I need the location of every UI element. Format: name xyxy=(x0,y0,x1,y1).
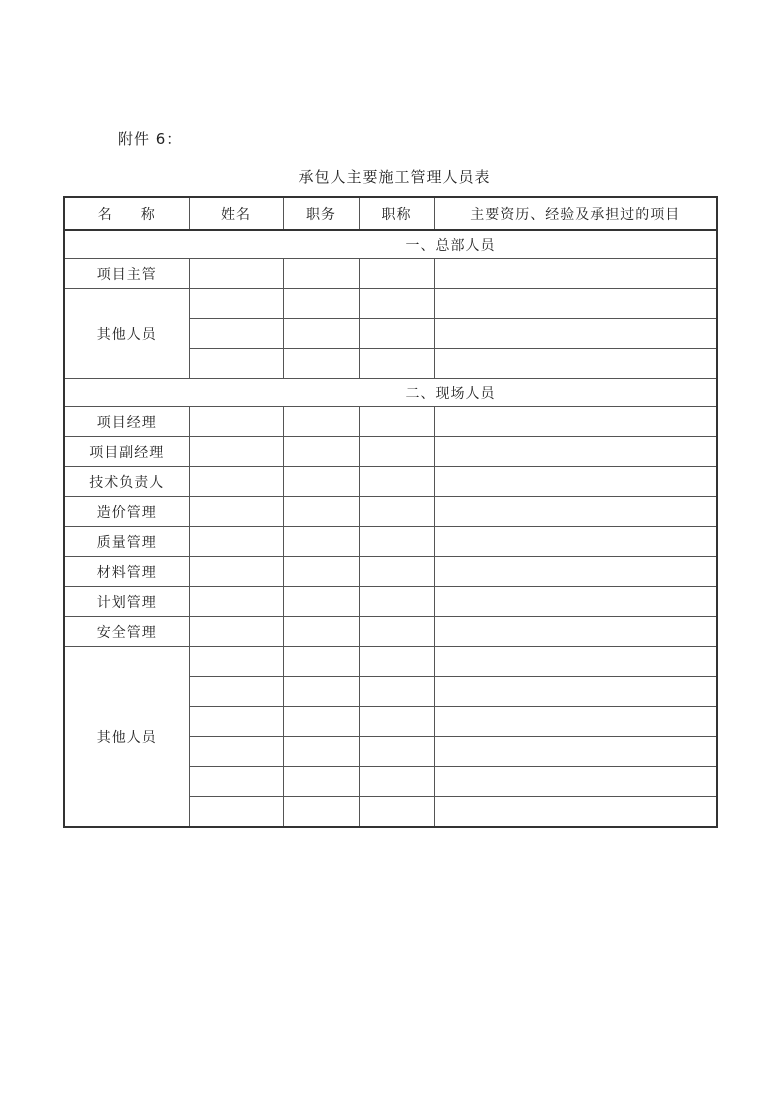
cell-person-name[interactable] xyxy=(189,797,283,828)
table-row xyxy=(64,437,717,467)
cell-person-name[interactable] xyxy=(189,647,283,677)
cell-title[interactable] xyxy=(359,319,434,349)
cell-person-name[interactable] xyxy=(189,737,283,767)
cell-title[interactable] xyxy=(359,707,434,737)
role-label: 其他人员 xyxy=(64,289,189,379)
cell-person-name[interactable] xyxy=(189,259,283,289)
cell-title[interactable] xyxy=(359,677,434,707)
cell-experience[interactable] xyxy=(434,259,717,289)
role-label: 安全管理 xyxy=(64,617,189,647)
cell-title[interactable] xyxy=(359,587,434,617)
cell-experience[interactable] xyxy=(434,737,717,767)
cell-experience[interactable] xyxy=(434,497,717,527)
table-header-row xyxy=(64,197,717,230)
cell-position[interactable] xyxy=(283,677,359,707)
cell-person-name[interactable] xyxy=(189,349,283,379)
column-header-experience: 主要资历、经验及承担过的项目 xyxy=(434,197,717,230)
cell-experience[interactable] xyxy=(434,437,717,467)
cell-person-name[interactable] xyxy=(189,617,283,647)
cell-person-name[interactable] xyxy=(189,707,283,737)
cell-position[interactable] xyxy=(283,349,359,379)
cell-title[interactable] xyxy=(359,617,434,647)
cell-experience[interactable] xyxy=(434,289,717,319)
cell-position[interactable] xyxy=(283,617,359,647)
cell-person-name[interactable] xyxy=(189,437,283,467)
table-row xyxy=(64,467,717,497)
cell-person-name[interactable] xyxy=(189,289,283,319)
cell-person-name[interactable] xyxy=(189,497,283,527)
cell-position[interactable] xyxy=(283,767,359,797)
cell-title[interactable] xyxy=(359,407,434,437)
table-row xyxy=(64,527,717,557)
column-header-name-part1: 名 xyxy=(97,206,113,223)
cell-title[interactable] xyxy=(359,259,434,289)
cell-position[interactable] xyxy=(283,259,359,289)
cell-experience[interactable] xyxy=(434,797,717,828)
role-label: 质量管理 xyxy=(64,527,189,557)
column-header-name-part2: 称 xyxy=(140,206,156,223)
table-row xyxy=(64,407,717,437)
cell-position[interactable] xyxy=(283,707,359,737)
cell-experience[interactable] xyxy=(434,557,717,587)
cell-person-name[interactable] xyxy=(189,407,283,437)
cell-person-name[interactable] xyxy=(189,527,283,557)
cell-position[interactable] xyxy=(283,527,359,557)
cell-position[interactable] xyxy=(283,497,359,527)
cell-person-name[interactable] xyxy=(189,677,283,707)
role-label: 项目经理 xyxy=(64,407,189,437)
cell-person-name[interactable] xyxy=(189,767,283,797)
cell-experience[interactable] xyxy=(434,647,717,677)
section-label-site: 二、现场人员 xyxy=(64,379,717,407)
cell-position[interactable] xyxy=(283,437,359,467)
role-label: 造价管理 xyxy=(64,497,189,527)
role-label: 材料管理 xyxy=(64,557,189,587)
column-header-title: 职称 xyxy=(359,197,434,230)
cell-experience[interactable] xyxy=(434,407,717,437)
cell-experience[interactable] xyxy=(434,349,717,379)
table-row xyxy=(64,289,717,319)
cell-experience[interactable] xyxy=(434,707,717,737)
cell-person-name[interactable] xyxy=(189,319,283,349)
column-header-name xyxy=(64,197,189,230)
table-row xyxy=(64,557,717,587)
cell-experience[interactable] xyxy=(434,677,717,707)
section-row-headquarters xyxy=(64,230,717,259)
column-header-position: 职务 xyxy=(283,197,359,230)
cell-position[interactable] xyxy=(283,647,359,677)
cell-person-name[interactable] xyxy=(189,467,283,497)
cell-title[interactable] xyxy=(359,467,434,497)
role-label: 技术负责人 xyxy=(64,467,189,497)
cell-title[interactable] xyxy=(359,647,434,677)
cell-title[interactable] xyxy=(359,767,434,797)
cell-position[interactable] xyxy=(283,407,359,437)
table-row xyxy=(64,497,717,527)
table-row xyxy=(64,647,717,677)
cell-title[interactable] xyxy=(359,557,434,587)
cell-position[interactable] xyxy=(283,289,359,319)
table-row xyxy=(64,617,717,647)
document-title: 承包人主要施工管理人员表 xyxy=(298,168,491,186)
cell-title[interactable] xyxy=(359,497,434,527)
cell-position[interactable] xyxy=(283,797,359,828)
cell-position[interactable] xyxy=(283,737,359,767)
cell-person-name[interactable] xyxy=(189,587,283,617)
cell-title[interactable] xyxy=(359,527,434,557)
staff-table xyxy=(63,196,718,828)
cell-title[interactable] xyxy=(359,349,434,379)
attachment-label: 附件 6： xyxy=(118,130,183,148)
section-label-headquarters: 一、总部人员 xyxy=(64,230,717,259)
cell-experience[interactable] xyxy=(434,617,717,647)
cell-position[interactable] xyxy=(283,587,359,617)
cell-title[interactable] xyxy=(359,289,434,319)
cell-experience[interactable] xyxy=(434,767,717,797)
cell-position[interactable] xyxy=(283,319,359,349)
section-row-site xyxy=(64,379,717,407)
cell-title[interactable] xyxy=(359,737,434,767)
cell-position[interactable] xyxy=(283,557,359,587)
table-row xyxy=(64,587,717,617)
cell-title[interactable] xyxy=(359,797,434,828)
cell-experience[interactable] xyxy=(434,587,717,617)
role-label: 项目主管 xyxy=(64,259,189,289)
role-label: 其他人员 xyxy=(64,647,189,828)
column-header-person-name: 姓名 xyxy=(189,197,283,230)
table-row xyxy=(64,259,717,289)
cell-experience[interactable] xyxy=(434,467,717,497)
cell-person-name[interactable] xyxy=(189,557,283,587)
role-label: 项目副经理 xyxy=(64,437,189,467)
role-label: 计划管理 xyxy=(64,587,189,617)
cell-position[interactable] xyxy=(283,467,359,497)
cell-title[interactable] xyxy=(359,437,434,467)
cell-experience[interactable] xyxy=(434,527,717,557)
cell-experience[interactable] xyxy=(434,319,717,349)
